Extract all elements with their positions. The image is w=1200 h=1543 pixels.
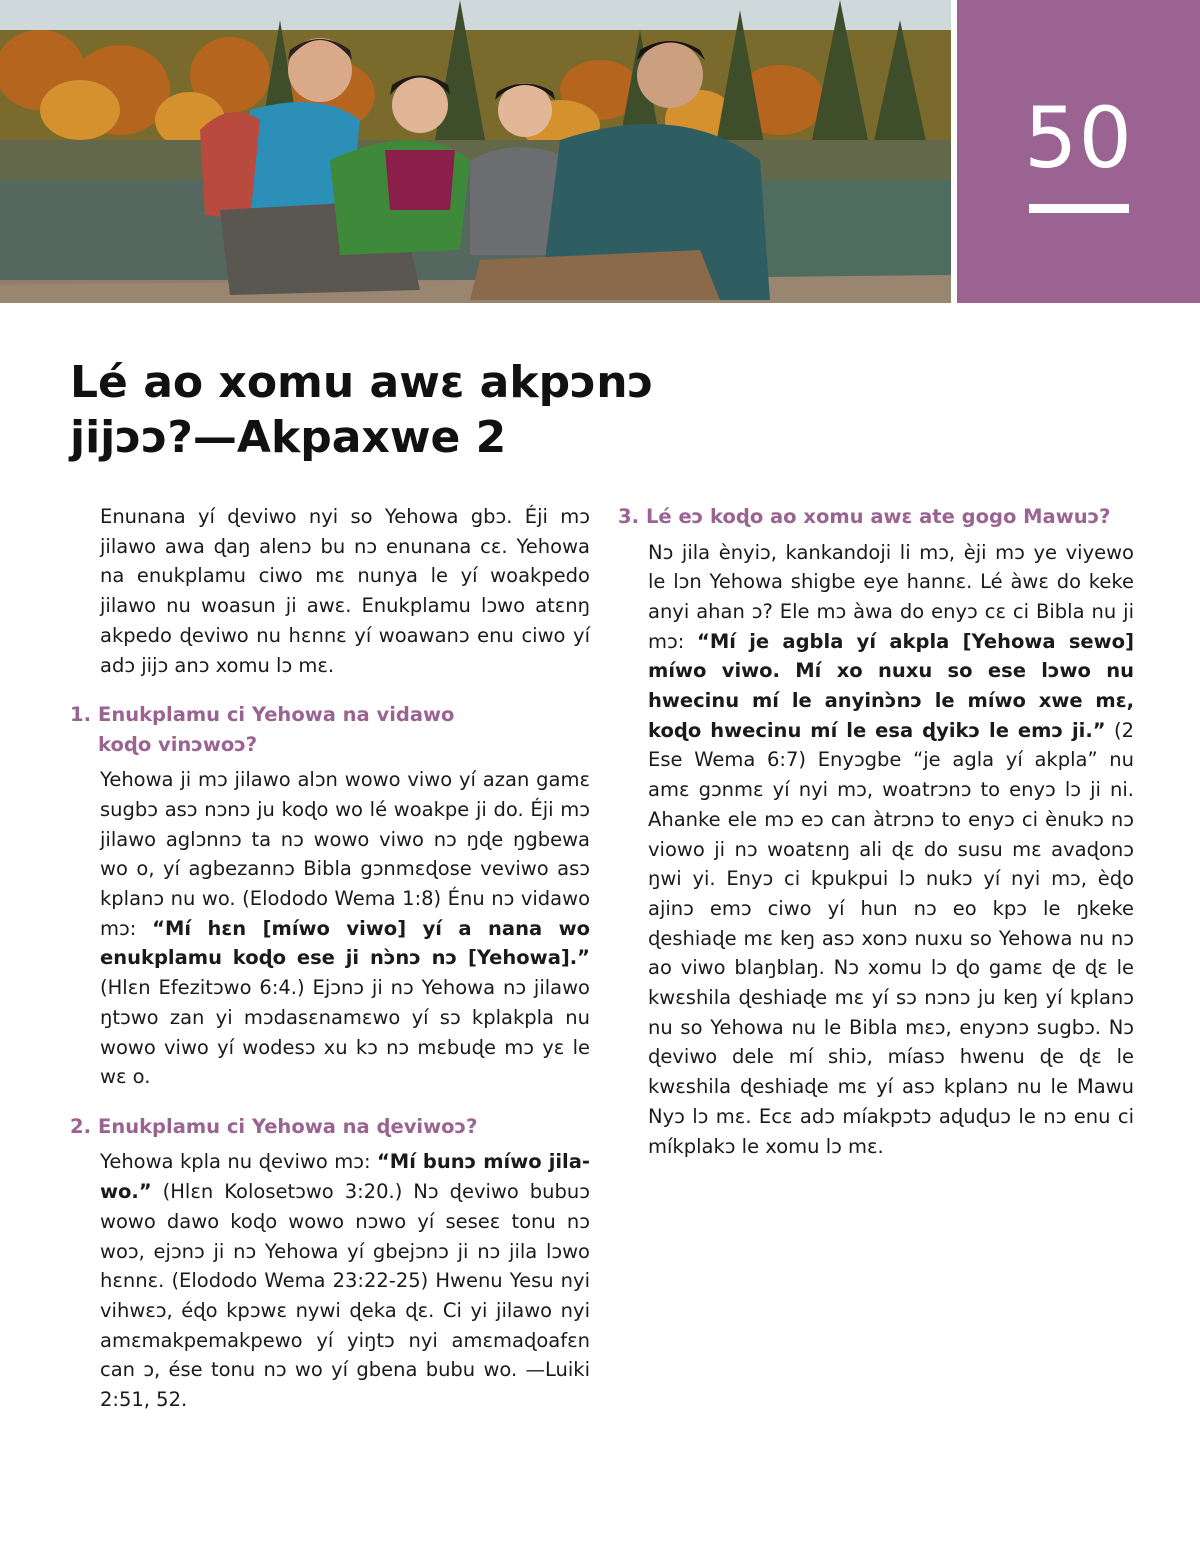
question-line: Enukplamu ci Yehowa na vidawo <box>98 703 455 727</box>
question-text <box>98 700 590 759</box>
question-number: 2. <box>70 1114 91 1138</box>
scripture-quote: “Mí je agbla yí akpla [Yehowa sewo] míwo viwo. Mí xo nuxu so ese lɔwo nu hwecinu mí le anyinɔ̀nɔ le míwo xwe mɛ, koɖo hwecinu mí le esa ɖyikɔ le emɔ ji.” <box>648 629 1134 742</box>
question-2 <box>70 1112 590 1142</box>
chapter-header <box>0 0 1200 303</box>
chapter-rule <box>1029 204 1129 213</box>
title-line-1: Lé ao xomu awɛ akpɔnɔ <box>70 357 654 408</box>
question-3 <box>618 502 1134 532</box>
question-1 <box>70 700 590 759</box>
body-text: Yehowa kpla nu ɖeviwo mɔ: <box>100 1150 377 1174</box>
title-line-2: jijɔɔ?—Akpaxwe 2 <box>70 412 507 463</box>
body-text: Nɔ jila ènyiɔ, kankandoji li mɔ, èji mɔ ye viyewo le lɔn Yehowa shigbe eye hannɛ. Lé àwɛ do keke anyi ahan ɔ? Ele mɔ àwa do enyɔ cɛ ci Bibla nu ji mɔ: <box>648 540 1134 653</box>
section-2-paragraph <box>70 1147 590 1414</box>
section-1-paragraph <box>70 765 590 1092</box>
question-text: Enukplamu ci Yehowa na ɖeviwoɔ? <box>98 1114 478 1138</box>
chapter-badge <box>957 0 1200 303</box>
question-text: Lé eɔ koɖo ao xomu awɛ ate gogo Mawuɔ? <box>646 505 1111 528</box>
left-column <box>70 502 590 1415</box>
question-number: 1. <box>70 703 91 727</box>
scripture-quote: “Mí bunɔ míwo jilawo.” <box>100 1150 590 1204</box>
right-column <box>618 502 1134 1161</box>
family-photo-illustration <box>0 0 951 303</box>
section-3-paragraph <box>618 538 1134 1162</box>
question-number: 3. <box>618 505 639 528</box>
family-photo <box>0 0 951 303</box>
body-text: (Hlɛn Efezitɔwo 6:4.) Ejɔnɔ ji nɔ Yehowa nɔ jilawo ŋtɔwo zan yi mɔdasɛnamɛwo yí sɔ kplakpla nu wowo viwo yí wodesɔ xu kɔ nɔ mɛbuɖe mɔ yɛ le wɛ o. <box>100 976 590 1089</box>
body-text: (Hlɛn Kolosetɔwo 3:20.) Nɔ ɖeviwo bubuɔ wowo dawo koɖo wowo nɔwo yí seseɛ tonu nɔ woɔ, ejɔnɔ ji nɔ Yehowa yí gbejɔnɔ ji nɔ jila lɔwo hɛnnɛ. (Elododo Wema 23:22-25) Hwenu Yesu nyi vihwɛɔ, éɖo kpɔwɛ nywi ɖeka ɖɛ. Ci yi jilawo nyi amɛmakpemakpewo yí yiŋtɔ nyi amɛmaɖoafɛn can ɔ, ése tonu nɔ wo yí gbena bubu wo. —Luiki 2:51, 52. <box>100 1180 590 1412</box>
body-text: (2 Ese Wema 6:7) Enyɔgbe “je agla yí akpla” nu amɛ gɔnmɛ yí nyi mɔ, woatrɔnɔ to enyɔ lɔ ji ni. Ahanke ele mɔ eɔ can àtrɔnɔ to enyɔ ci ènukɔ nɔ viowo ji nɔ woatɛnŋ ali ɖɛ do susu mɛ avaɖonɔ ŋwi yi. Enyɔ ci kpukpui lɔ nukɔ yí nyi mɔ, èɖo ajinɔ emɔ ciwo yí hun nɔ eo kpɔ le ŋkeke ɖeshiaɖe mɛ keŋ asɔ xonɔ nuxu so Yehowa nu nɔ ao viwo blaŋblaŋ. Nɔ xomu lɔ ɖo gamɛ ɖe ɖɛ le kwɛshila ɖeshiaɖe mɛ yí sɔ nɔnɔ ju keŋ yí kplanɔ nu so Yehowa nu le Bibla mɛɔ, enyɔnɔ sugbɔ. Nɔ ɖeviwo dele mí shiɔ, míasɔ hwenu ɖe ɖɛ le kwɛshila ɖeshiaɖe mɛ yí asɔ kplanɔ nu le Mawu Nyɔ lɔ mɛ. Ecɛ adɔ míakpɔtɔ aɖuɖuɔ le nɔ enu ci míkplakɔ le xomu lɔ mɛ. <box>648 718 1134 1158</box>
body-text: Yehowa ji mɔ jilawo alɔn wowo viwo yí azan gamɛ sugbɔ asɔ nɔnɔ ju koɖo wo lé woakpe ji do. Éji mɔ jilawo aglɔnnɔ ta nɔ wowo viwo nɔ ŋɖe ŋgbewa wo o, yí agbezannɔ Bibla gɔnmɛɖose veviwo asɔ kplanɔ nu wo. (Elododo Wema 1:8) Énu nɔ vidawo mɔ: <box>100 768 590 940</box>
intro-paragraph: Enunana yí ɖeviwo nyi so Yehowa gbɔ. Éji mɔ jilawo awa ɖaŋ alenɔ bu nɔ enunana cɛ. Yehowa na enukplamu ciwo mɛ nunya le yí woakpedo jilawo nu woasun ji awɛ. Enukplamu lɔwo atɛnŋ akpedo ɖeviwo nu hɛnnɛ yí woawanɔ enu ciwo yí adɔ jijɔ anɔ xomu lɔ mɛ. <box>100 505 590 677</box>
question-line: koɖo vinɔwoɔ? <box>98 732 258 756</box>
scripture-quote: “Mí hɛn [míwo viwo] yí a nana wo enukplamu koɖo ese ji nɔ̀nɔ nɔ [Yehowa].” <box>100 916 590 970</box>
page-title <box>70 355 830 465</box>
chapter-number: 50 <box>1024 89 1133 187</box>
